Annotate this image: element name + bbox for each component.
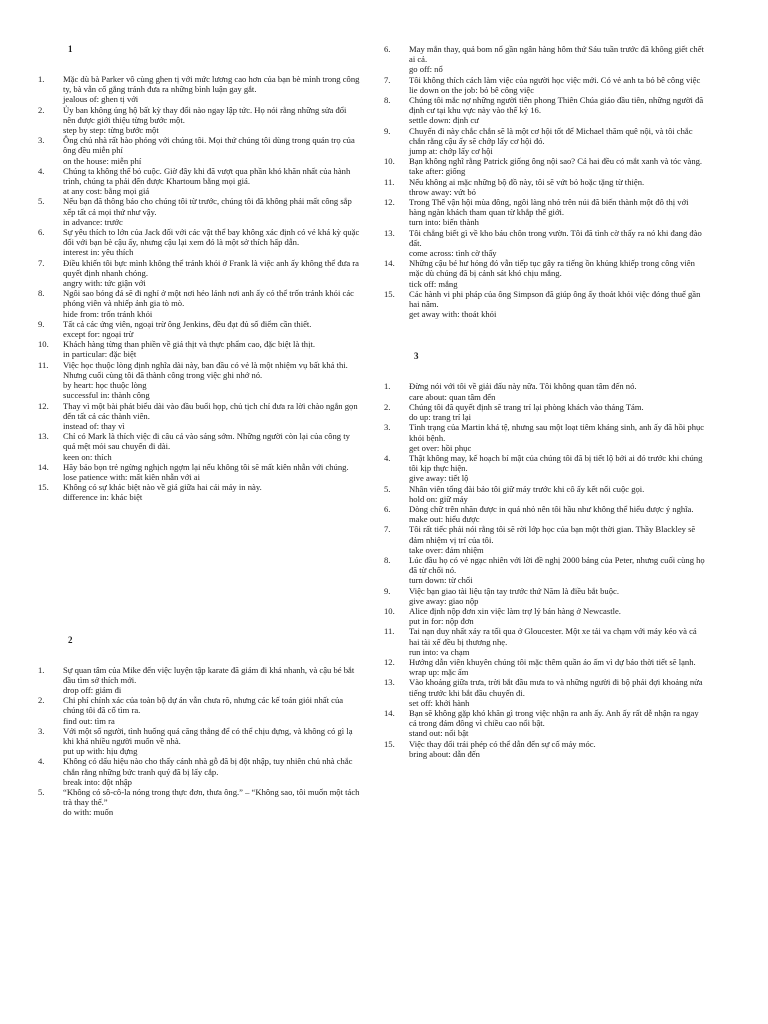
item-question-row (384, 75, 706, 85)
list-item (384, 402, 706, 422)
item-answer: do up: trang trí lại (409, 412, 472, 423)
item-number: 11. (38, 359, 49, 370)
item-question-row (38, 726, 360, 746)
item-question-row (384, 586, 706, 596)
list-item (384, 156, 706, 176)
item-question-row (38, 196, 360, 216)
list-item (384, 197, 706, 228)
item-answer: give away: tiết lộ (409, 473, 469, 484)
item-sentence: Tình trạng của Martin khá tệ, nhưng sau một loạt tiêm kháng sinh, anh ấy đã hồi phục khỏi bệnh. (409, 422, 705, 443)
item-number: 10. (38, 339, 49, 350)
item-question-row (384, 739, 706, 749)
item-answer: get away with: thoát khỏi (409, 309, 497, 320)
item-answer: in advance: trước (63, 216, 123, 227)
item-sentence: Bạn không nghĩ rằng Patrick giống ông nội sao? Cả hai đều có mắt xanh và tóc vàng. (409, 156, 703, 167)
item-sentence: Các hành vi phi pháp của ông Simpson đã giúp ông ấy thoát khỏi việc đóng thuế gần hai năm. (409, 288, 701, 310)
list-item (384, 606, 706, 626)
item-number: 7. (384, 74, 391, 85)
list-item (38, 482, 360, 502)
item-sentence: Hướng dẫn viên khuyên chúng tôi mặc thêm quần áo ấm vì dự báo thời tiết sẽ lạnh. (409, 656, 696, 667)
item-number: 5. (38, 786, 45, 797)
item-number: 13. (384, 227, 395, 238)
list-item (384, 126, 706, 157)
list-item (384, 708, 706, 739)
item-answer: drop off: giảm đi (63, 684, 122, 695)
list-item (384, 586, 706, 606)
item-answer: go off: nổ (409, 64, 443, 75)
item-answer: turn into: biến thành (409, 217, 479, 228)
item-number: 15. (384, 288, 395, 299)
list-item (38, 105, 360, 136)
item-sentence: Tôi chẳng biết gì về kho báu chôn trong vườn. Tôi đã tình cờ thấy ra nó khi đang đào đất. (409, 227, 702, 248)
item-question-row (384, 504, 706, 514)
item-sentence: Lúc đầu họ có vẻ ngạc nhiên với lời đề nghị 2000 bảng của Peter, nhưng cuối cùng họ đã từ chối nó. (409, 554, 705, 576)
item-answer: come across: tình cờ thấy (409, 248, 497, 259)
item-answer: keen on: thích (63, 451, 112, 462)
section-gap (384, 319, 706, 351)
list-item (38, 288, 360, 319)
item-answer: in particular: đặc biệt (63, 349, 137, 360)
item-number: 6. (384, 44, 391, 54)
section-gap (38, 503, 360, 635)
item-number: 6. (384, 503, 391, 514)
list-item (38, 401, 360, 432)
list-item (38, 319, 360, 339)
item-number: 1. (38, 74, 45, 84)
item-sentence: Tất cả các ứng viên, ngoại trừ ông Jenkins, đều đạt đủ số điểm cần thiết. (63, 318, 312, 329)
item-question-row (384, 44, 706, 64)
item-sentence: Sự quan tâm của Mike đến việc luyện tập karate đã giảm đi khá nhanh, và cậu bé bắt đầu tìm sở thích mới. (63, 664, 355, 685)
list-item (384, 453, 706, 484)
item-answer: bring about: dẫn đến (409, 748, 480, 759)
item-question-row (38, 135, 360, 155)
list-item (38, 360, 360, 401)
item-sentence: Thật không may, kế hoạch bí mật của chúng tôi đã bị tiết lộ bởi ai đó trước khi chúng tôi kịp thực hiện. (409, 452, 703, 474)
list-item (38, 227, 360, 258)
right-column (384, 44, 706, 759)
item-number: 14. (384, 258, 395, 269)
list-item (384, 657, 706, 677)
item-sentence: Điều khiến tôi bực mình không thể tránh khỏi ở Frank là việc anh ấy không thể đưa ra quyết định nhanh chóng. (63, 257, 359, 278)
item-sentence: Không có sự khác biệt nào về giá giữa hai cái máy in này. (63, 482, 262, 493)
item-answer: turn down: từ chối (409, 575, 473, 586)
item-sentence: Sự yêu thích to lớn của Jack đối với các vật thể bay không xác định có vẻ khá kỳ quặc đối với bạn bè cậu ấy, nhưng cậu lại xem đó là một sở thích hấp dẫn. (63, 227, 360, 248)
section-1-list (38, 74, 360, 503)
list-item (38, 665, 360, 696)
item-number: 4. (38, 165, 45, 176)
item-question-row (384, 453, 706, 473)
item-sentence: Khách hàng từng than phiền về giá thịt và thực phẩm cao, đặc biệt là thịt. (63, 339, 316, 350)
item-sentence: Việc học thuộc lòng định nghĩa dài này, ban đầu có vẻ là một nhiệm vụ bất khả thi. Nhưng cuối cùng tôi đã thành công trong việc ghi nhớ nó. (63, 359, 348, 380)
item-answer: at any cost: bằng mọi giá (63, 186, 150, 197)
item-answer: tick off: mắng (409, 278, 458, 289)
item-sentence: Tai nạn duy nhất xảy ra tối qua ở Gloucester. Một xe tải va chạm với máy kéo và cả hai tài xế đều bị thương nhẹ. (409, 626, 697, 647)
item-question-row (38, 166, 360, 186)
item-answer: jump at: chớp lấy cơ hội (409, 146, 493, 157)
item-sentence: Việc thay đổi trái phép có thể dẫn đến sự cố máy móc. (409, 738, 596, 749)
item-question-row (384, 606, 706, 616)
item-question-row (38, 360, 360, 380)
item-question-row (384, 177, 706, 187)
list-item (384, 381, 706, 401)
list-item (38, 258, 360, 289)
item-question-row (384, 677, 706, 697)
item-answer: step by step: từng bước một (63, 125, 159, 136)
item-sentence: May mắn thay, quả bom nổ gần ngân hàng hôm thứ Sáu tuần trước đã không giết chết ai cả. (409, 44, 704, 65)
item-question-row (384, 258, 706, 278)
item-sentence: Không có dấu hiệu nào cho thấy cánh nhà gỗ đã bị đột nhập, tuy nhiên chủ nhà chắc chắn rằng những bức tranh quý đã bị lấy cắp. (63, 756, 353, 777)
item-answer: hide from: trốn tránh khỏi (63, 308, 153, 319)
item-sentence: Chúng tôi mắc nợ những người tiên phong Thiên Chúa giáo đầu tiên, những người đã định cư tại khu vực này vào thế kỷ 16. (409, 95, 704, 116)
item-number: 13. (38, 431, 49, 442)
list-item (38, 462, 360, 482)
item-number: 2. (38, 104, 45, 115)
item-answer: hold on: giữ máy (409, 493, 468, 504)
item-number: 14. (38, 461, 49, 472)
item-question-row (384, 422, 706, 442)
item-number: 10. (384, 156, 395, 167)
item-question-row (38, 431, 360, 451)
item-number: 3. (38, 725, 45, 736)
item-question-row (384, 708, 706, 728)
item-sentence: Ngôi sao bóng đá sẽ đi nghỉ ở một nơi hẻo lánh nơi anh ấy có thể trốn tránh khỏi các phóng viên và nhiếp ảnh gia tò mò. (63, 288, 354, 309)
item-answer: put up with: hịu đựng (63, 746, 138, 757)
item-question-row (38, 227, 360, 247)
item-question-row (384, 126, 706, 146)
item-sentence: Nếu bạn đã thông báo cho chúng tôi từ trước, chúng tôi đã không phải mất công sắp xếp tất cả mọi thứ như vậy. (63, 196, 352, 217)
item-answer: give away: giao nộp (409, 595, 479, 606)
item-question-row (38, 288, 360, 308)
item-question-row (38, 462, 360, 472)
item-answer: except for: ngoại trừ (63, 329, 134, 340)
item-sentence: Tôi rất tiếc phải nói rằng tôi sẽ rời lớp học của bạn một thời gian. Thầy Blackley sẽ đảm nhiệm vị trí của tôi. (409, 524, 696, 545)
list-item (384, 422, 706, 453)
list-item (38, 726, 360, 757)
item-question-row (38, 74, 360, 94)
list-item (38, 196, 360, 227)
list-item (384, 177, 706, 197)
item-sentence: Những cậu bé hư hỏng đó vẫn tiếp tục gây ra tiếng ồn khủng khiếp trong công viên mặc dù chúng đã bị cảnh sát khó chịu mắng. (409, 258, 695, 279)
item-sentence: Đừng nói với tôi về giải đấu này nữa. Tôi không quan tâm đến nó. (409, 381, 637, 392)
item-sentence: Thay vì một bài phát biểu dài vào đầu buổi họp, chủ tịch chỉ đưa ra lời chào ngắn gọn đến tất cả các thành viên. (63, 400, 358, 421)
list-item (38, 166, 360, 197)
list-item (384, 95, 706, 126)
item-number: 4. (384, 452, 391, 463)
item-question-row (384, 381, 706, 391)
item-question-row (38, 105, 360, 125)
item-answer: settle down: định cư (409, 115, 479, 126)
item-number: 3. (384, 422, 391, 433)
section-2-list (38, 665, 360, 818)
list-item (384, 504, 706, 524)
item-number: 5. (384, 483, 391, 494)
item-question-row (38, 319, 360, 329)
item-question-row (38, 258, 360, 278)
item-number: 8. (384, 554, 391, 565)
item-answer: do with: muốn (63, 807, 114, 818)
item-number: 12. (384, 197, 395, 208)
item-answer: angry with: tức giận với (63, 278, 146, 289)
item-sentence: “Không có sô-cô-la nóng trong thực đơn, thưa ông.” – “Không sao, tôi muốn một tách trà thay thế.” (63, 786, 360, 808)
list-item (384, 228, 706, 259)
list-item (384, 75, 706, 95)
item-number: 11. (384, 626, 395, 637)
item-answer: instead of: thay vì (63, 420, 125, 431)
item-answer: run into: va chạm (409, 646, 470, 657)
item-number: 10. (384, 605, 395, 616)
section-heading-2: 2 (68, 634, 73, 645)
item-question-row (384, 156, 706, 166)
item-number: 7. (38, 257, 45, 268)
item-answer: wrap up: mặc ấm (409, 667, 469, 678)
item-question-row (384, 289, 706, 309)
item-sentence: Nếu không ai mặc những bộ đồ này, tôi sẽ vứt bỏ hoặc tặng từ thiện. (409, 176, 645, 187)
item-question-row (38, 695, 360, 715)
item-sentence: Dòng chữ trên nhãn được in quá nhỏ nên tôi hầu như không thể hiểu được ý nghĩa. (409, 503, 694, 514)
list-item (384, 739, 706, 759)
list-item (38, 74, 360, 105)
item-answer: break into: đột nhập (63, 776, 132, 787)
item-number: 4. (38, 756, 45, 767)
item-sentence: Bạn sẽ không gặp khó khăn gì trong việc nhận ra anh ấy. Anh ấy rất dễ nhận ra ngay cả trong đám đông vì chiều cao nổi bật. (409, 707, 699, 729)
item-sentence: Alice định nộp đơn xin việc làm trợ lý bán hàng ở Newcastle. (409, 605, 621, 616)
list-item (384, 677, 706, 708)
list-item (384, 289, 706, 320)
item-number: 14. (384, 707, 395, 718)
item-number: 9. (38, 318, 45, 329)
list-item (38, 339, 360, 359)
item-number: 5. (38, 196, 45, 207)
item-number: 8. (38, 288, 45, 299)
item-answer: interest in: yêu thích (63, 247, 134, 258)
item-sentence: Vào khoảng giữa trưa, trời bắt đầu mưa to và những người đi bộ phải đợi khoảng nửa tiếng trước khi bắt đầu chuyến đi. (409, 677, 703, 698)
item-number: 6. (38, 227, 45, 238)
item-answer: stand out: nổi bật (409, 728, 469, 739)
item-answer: on the house: miễn phí (63, 155, 142, 166)
list-item (384, 484, 706, 504)
item-answer: lose patience with: mất kiên nhẫn với ai (63, 471, 200, 482)
item-sentence: Việc bạn giao tài liệu tận tay trước thứ Năm là điều bắt buộc. (409, 585, 619, 596)
left-column (38, 44, 360, 818)
item-number: 12. (384, 656, 395, 667)
item-answer: take after: giống (409, 166, 466, 177)
list-item (384, 258, 706, 289)
item-number: 9. (384, 585, 391, 596)
item-question-row (384, 228, 706, 248)
item-number: 15. (38, 482, 49, 493)
item-number: 15. (384, 738, 395, 749)
section-heading-3: 3 (414, 351, 419, 362)
item-number: 1. (384, 381, 391, 392)
list-item (384, 524, 706, 555)
item-question-row (38, 665, 360, 685)
item-question-row (384, 626, 706, 646)
item-number: 2. (384, 401, 391, 412)
item-answer: care about: quan tâm đến (409, 391, 496, 402)
item-answer: set off: khởi hành (409, 697, 470, 708)
section-2-continued-list (384, 44, 706, 319)
section-3-list (384, 381, 706, 759)
item-answer-line: by heart: học thuộc lòng (63, 380, 147, 391)
item-question-row (384, 197, 706, 217)
item-number: 13. (384, 677, 395, 688)
item-sentence: Chỉ có Mark là thích việc đi câu cá vào sáng sớm. Những người còn lại của công ty quá mệt mỏi sau chuyến đi dài. (63, 431, 350, 452)
item-sentence: Chi phí chính xác của toàn bộ dự án vẫn chưa rõ, nhưng các kế toán giỏi nhất của chúng tôi đã cố tìm ra. (63, 695, 344, 716)
item-number: 2. (38, 695, 45, 706)
item-question-row (384, 657, 706, 667)
section-heading-1: 1 (68, 44, 73, 54)
item-answer: throw away: vứt bỏ (409, 186, 476, 197)
item-question-row (38, 482, 360, 492)
item-question-row (384, 95, 706, 115)
item-question-row (384, 524, 706, 544)
item-answer: take over: đảm nhiệm (409, 544, 484, 555)
list-item (384, 44, 706, 75)
item-number: 1. (38, 664, 45, 675)
item-sentence: Hãy bảo bọn trẻ ngừng nghịch ngợm lại nếu không tôi sẽ mất kiên nhẫn với chúng. (63, 461, 349, 472)
item-number: 8. (384, 95, 391, 106)
item-question-row (38, 401, 360, 421)
item-answer-line: successful in: thành công (63, 390, 150, 401)
item-sentence: Chuyến đi này chắc chắn sẽ là một cơ hội tốt để Michael thăm quê nội, và tôi chắc chắn rằng cậu ấy sẽ chớp lấy cơ hội đó. (409, 125, 693, 146)
item-answer: find out: tìm ra (63, 715, 115, 726)
item-sentence: Trong Thế vận hội mùa đông, ngôi làng nhỏ trên núi đã biến thành một đô thị với hàng ngàn khách tham quan từ khắp thế giới. (409, 197, 689, 218)
item-answer: get over: hồi phục (409, 442, 472, 453)
item-sentence: Với một số người, tình huống quá căng thẳng để có thể chịu đựng, và không có gì lạ khi khá nhiều người muốn về nhà. (63, 725, 353, 746)
list-item (38, 787, 360, 818)
list-item (38, 431, 360, 462)
item-number: 9. (384, 125, 391, 136)
list-item (384, 555, 706, 586)
item-answer: put in for: nộp đơn (409, 616, 474, 627)
list-item (38, 135, 360, 166)
item-answer: lie down on the job: bỏ bê công việc (409, 84, 535, 95)
list-item (384, 626, 706, 657)
item-question-row (38, 756, 360, 776)
item-sentence: Chúng tôi đã quyết định sẽ trang trí lại phòng khách vào tháng Tám. (409, 401, 644, 412)
list-item (38, 695, 360, 726)
item-sentence: Ông chủ nhà rất hào phóng với chúng tôi. Mọi thứ chúng tôi dùng trong quán trọ của ông đều miễn phí (63, 135, 355, 156)
item-sentence: Chúng ta không thể bỏ cuộc. Giờ đây khi đã vượt qua phần khó khăn nhất của hành trình, chúng ta phải đến được Khartoum bằng mọi giá. (63, 165, 351, 187)
item-answer: jealous of: ghen tị với (63, 94, 139, 105)
item-question-row (384, 484, 706, 494)
item-sentence: Ủy ban không ủng hộ bất kỳ thay đổi nào ngay lập tức. Họ nói rằng những sửa đổi nên được giới thiệu từng bước một. (63, 104, 347, 125)
item-number: 11. (384, 176, 395, 187)
item-number: 7. (384, 524, 391, 535)
item-question-row (38, 787, 360, 807)
item-question-row (384, 555, 706, 575)
item-answer: make out: hiểu được (409, 514, 480, 525)
item-question-row (38, 339, 360, 349)
list-item (38, 756, 360, 787)
item-sentence: Tôi không thích cách làm việc của người học việc mới. Có vẻ anh ta bỏ bê công việc (409, 74, 701, 85)
item-question-row (384, 402, 706, 412)
item-answer (38, 380, 360, 400)
item-sentence: Mặc dù bà Parker vô cùng ghen tị với mức lương cao hơn của bạn bè mình trong công ty, bà vẫn cố gắng tránh đưa ra những bình luận gay gắt. (63, 74, 360, 95)
item-number: 3. (38, 135, 45, 146)
item-sentence: Nhân viên tổng đài bảo tôi giữ máy trước khi cô ấy kết nối cuộc gọi. (409, 483, 645, 494)
item-answer: difference in: khác biệt (63, 492, 143, 503)
item-number: 12. (38, 400, 49, 411)
